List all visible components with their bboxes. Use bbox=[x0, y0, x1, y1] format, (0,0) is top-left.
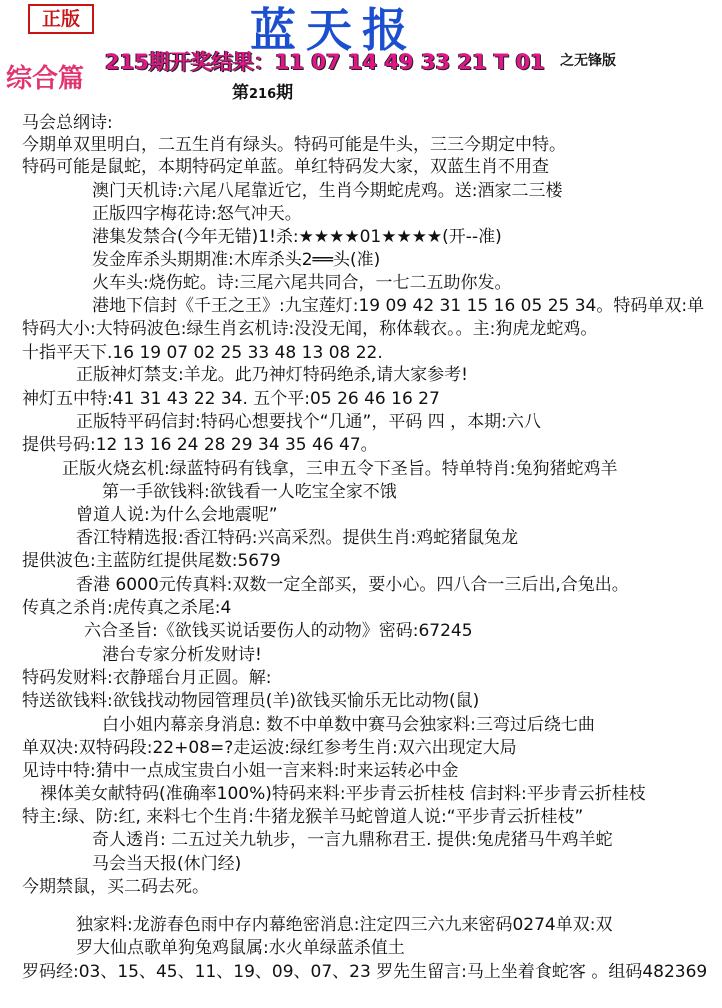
text-line: 特码大小:大特码波色:绿生肖玄机诗:没没无闻，称体载衣。。主:狗虎龙蛇鸡。 bbox=[22, 319, 598, 339]
issue-prefix: 第 bbox=[232, 83, 249, 103]
text-line: 港集发禁合(今年无错)1!杀:★★★★01★★★★(开--准) bbox=[92, 227, 502, 247]
issue-label bbox=[232, 78, 293, 103]
issue-number: 216 bbox=[249, 87, 277, 102]
text-line: 香港 6000元传真料:双数一定全部买，要小心。四八合一三后出,合兔出。 bbox=[76, 575, 629, 595]
text-line: 六合圣旨:《欲钱买说话要伤人的动物》密码:67245 bbox=[84, 621, 473, 641]
text-line: 神灯五中特:41 31 43 22 34. 五个平:05 26 46 16 27 bbox=[22, 389, 440, 409]
text-line: 曾道人说:为什么会地震呢” bbox=[76, 505, 278, 525]
text-line: 发金库杀头期期准:木库杀头2══头(准) bbox=[92, 250, 381, 270]
text-line: 见诗中特:猜中一点成宝贵白小姐一言来料:时来运转必中金 bbox=[22, 761, 459, 781]
text-line: 今期禁鼠，买二码去死。 bbox=[22, 877, 209, 897]
text-line: 十指平天下.16 19 07 02 25 33 48 13 08 22. bbox=[22, 343, 383, 363]
text-line: 传真之杀肖:虎传真之杀尾:4 bbox=[22, 598, 232, 618]
edition-stamp: 正版 bbox=[28, 4, 94, 34]
text-line: 马会总纲诗: bbox=[22, 113, 113, 133]
text-line: 白小姐内幕亲身消息: 数不中单数中赛马会独家料:三弯过后绕七曲 bbox=[102, 715, 595, 735]
text-line: 港台专家分析发财诗! bbox=[102, 645, 262, 665]
edition-label: 之无锋版 bbox=[560, 53, 616, 69]
text-line: 特送欲钱料:欲钱找动物园管理员(羊)欲钱买愉乐无比动物(鼠) bbox=[22, 691, 480, 711]
masthead-title: 蓝天报 bbox=[250, 3, 418, 57]
text-line: 正版神灯禁支:羊龙。此乃神灯特码绝杀,请大家参考! bbox=[76, 365, 468, 385]
text-line: 火车头:烧伤蛇。诗:三尾六尾共同合，一七二五助你发。 bbox=[92, 273, 512, 293]
draw-result-banner: 215期开奖结果：11 07 14 49 33 21 T 01 bbox=[105, 50, 545, 74]
text-line: 正版四字梅花诗:怒气冲天。 bbox=[92, 204, 302, 224]
text-line: 特码可能是鼠蛇，本期特码定单蓝。单红特码发大家，双蓝生肖不用查 bbox=[22, 157, 549, 177]
text-line: 罗码经:03、15、45、11、19、09、07、23 罗先生留言:马上坐着食蛇客 。组码482369 bbox=[22, 962, 708, 982]
section-title: 综合篇 bbox=[6, 64, 85, 94]
text-line: 香江特精选报:香江特码:兴高采烈。提供生肖:鸡蛇猪鼠兔龙 bbox=[76, 528, 519, 548]
text-line: 正版特平码信封:特码心想要找个“几通”，平码 四 ，本期:六八 bbox=[76, 412, 541, 432]
text-line: 第一手欲钱料:欲钱看一人吃宝全家不饿 bbox=[102, 482, 397, 502]
text-line: 澳门天机诗:六尾八尾靠近它，生肖今期蛇虎鸡。送:酒家二三楼 bbox=[92, 181, 563, 201]
text-line: 特码发财料:衣静瑶台月正圆。解: bbox=[22, 668, 272, 688]
text-line: 提供号码:12 13 16 24 28 29 34 35 46 47。 bbox=[22, 435, 378, 455]
text-line: 奇人透肖: 二五过关九轨步，一言九鼎称君王. 提供:兔虎猪马牛鸡羊蛇 bbox=[92, 830, 613, 850]
text-line: 单双决:双特码段:22+08=?走运波:绿红参考生肖:双六出现定大局 bbox=[22, 738, 517, 758]
text-line: 马会当天报(休门经) bbox=[92, 854, 242, 874]
issue-suffix: 期 bbox=[276, 83, 294, 103]
text-line: 港地下信封《千王之王》:九宝莲灯:19 09 42 31 15 16 05 25 34。特码单双:单 bbox=[92, 296, 705, 316]
text-line: 罗大仙点歌单狗兔鸡鼠属:水火单绿蓝杀值土 bbox=[76, 938, 405, 958]
text-line: 正版火烧玄机:绿蓝特码有钱拿，三申五令下圣旨。特单特肖:兔狗猪蛇鸡羊 bbox=[62, 459, 618, 479]
text-line: 裸体美女献特码(准确率100%)特码来料:平步青云折桂枝 信封料:平步青云折桂枝 bbox=[40, 784, 646, 804]
text-line: 提供波色:主蓝防红提供尾数:5679 bbox=[22, 551, 281, 571]
text-line: 特主:绿、防:红, 来料七个生肖:牛猪龙猴羊马蛇曾道人说:“平步青云折桂枝” bbox=[22, 807, 584, 827]
text-line: 今期单双里明白，二五生肖有绿头。特码可能是牛头，三三今期定中特。 bbox=[22, 135, 566, 155]
text-line: 独家料:龙游春色雨中存内幕绝密消息:注定四三六九来密码0274单双:双 bbox=[76, 915, 613, 935]
